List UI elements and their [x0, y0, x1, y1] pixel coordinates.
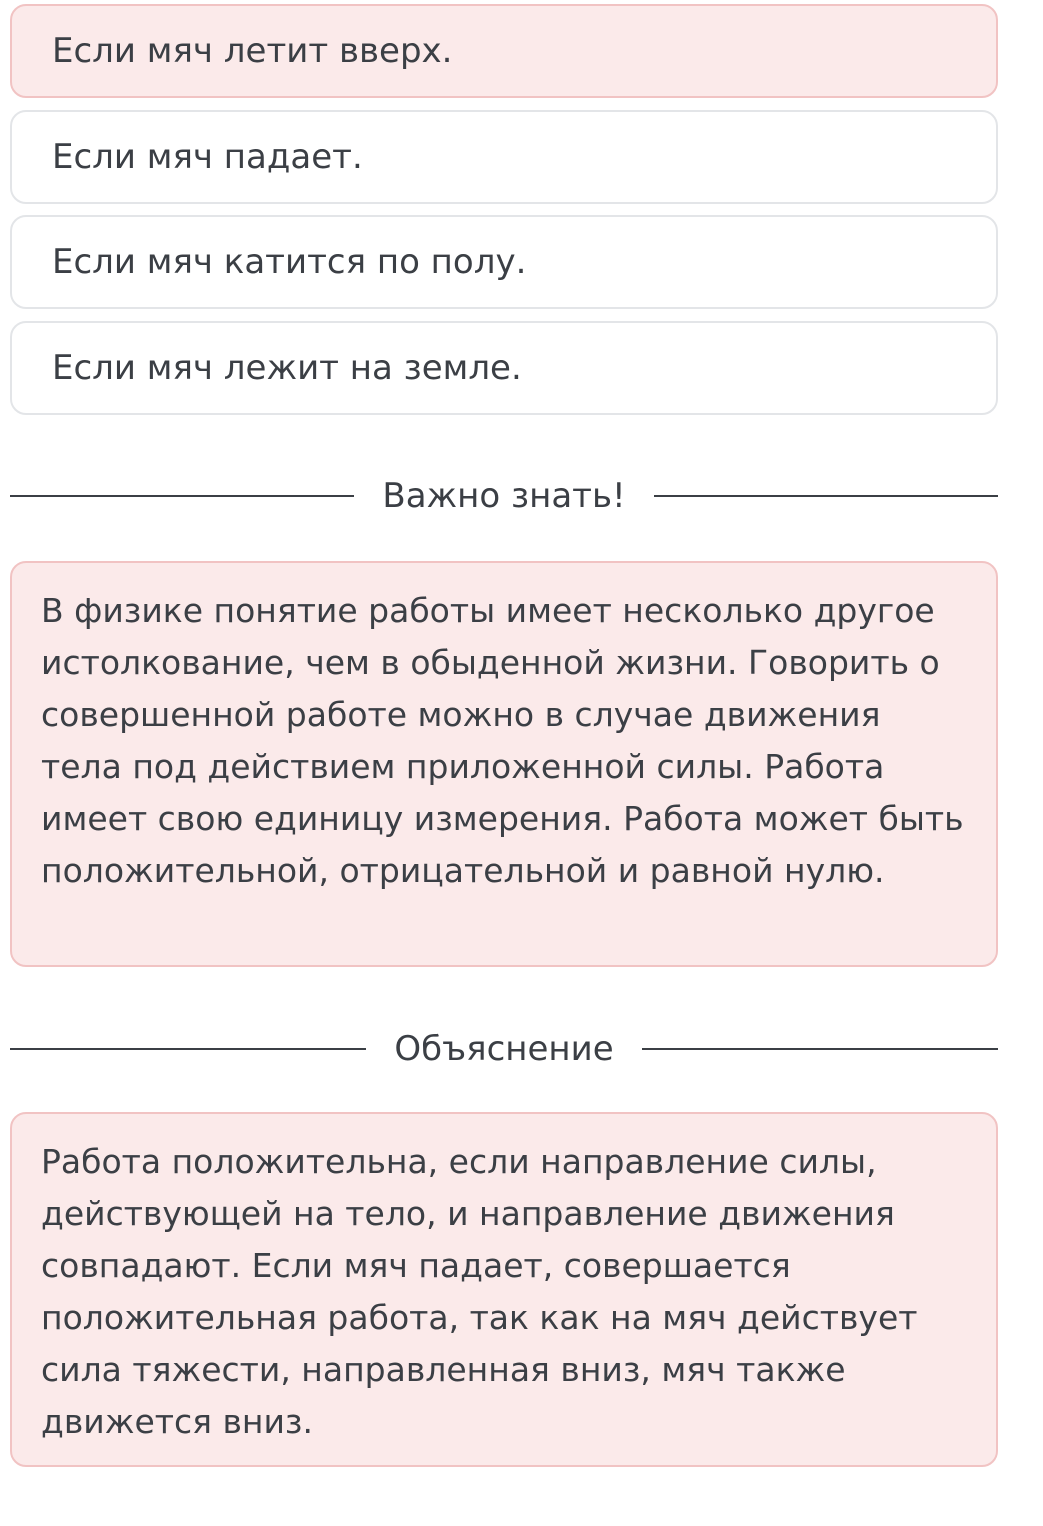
answer-option-4[interactable] [10, 321, 998, 415]
answer-option-label: Если мяч лежит на земле. [52, 347, 522, 388]
answer-option-3[interactable] [10, 215, 998, 309]
explanation-divider [10, 1025, 998, 1073]
divider-line-left [10, 495, 354, 497]
divider-line-left [10, 1048, 366, 1050]
answer-option-label: Если мяч падает. [52, 136, 363, 177]
important-divider [10, 472, 998, 520]
answer-options [10, 4, 998, 426]
important-text: В физике понятие работы имеет несколько другое истолкование, чем в обыденной жизни. Говорить о совершенной работе можно в случае движения тела под действием приложенной силы. Работа имеет свою единицу измерения. Работа может быть положительной, отрицательной и равной нулю. [41, 591, 964, 890]
divider-line-right [654, 495, 998, 497]
explanation-panel [10, 1112, 998, 1467]
answer-option-label: Если мяч летит вверх. [52, 31, 453, 71]
answer-option-2[interactable] [10, 110, 998, 204]
answer-option-1[interactable] [10, 4, 998, 98]
important-heading: Важно знать! [382, 476, 626, 516]
important-panel [10, 561, 998, 967]
answer-option-label: Если мяч катится по полу. [52, 242, 527, 282]
divider-line-right [642, 1048, 998, 1050]
explanation-heading: Объяснение [394, 1029, 614, 1069]
explanation-text: Работа положительна, если направление силы, действующей на тело, и направление движения совпадают. Если мяч падает, совершается положительная работа, так как на мяч действует сила тяжести, направленная вниз, мяч также движется вниз. [41, 1142, 918, 1441]
